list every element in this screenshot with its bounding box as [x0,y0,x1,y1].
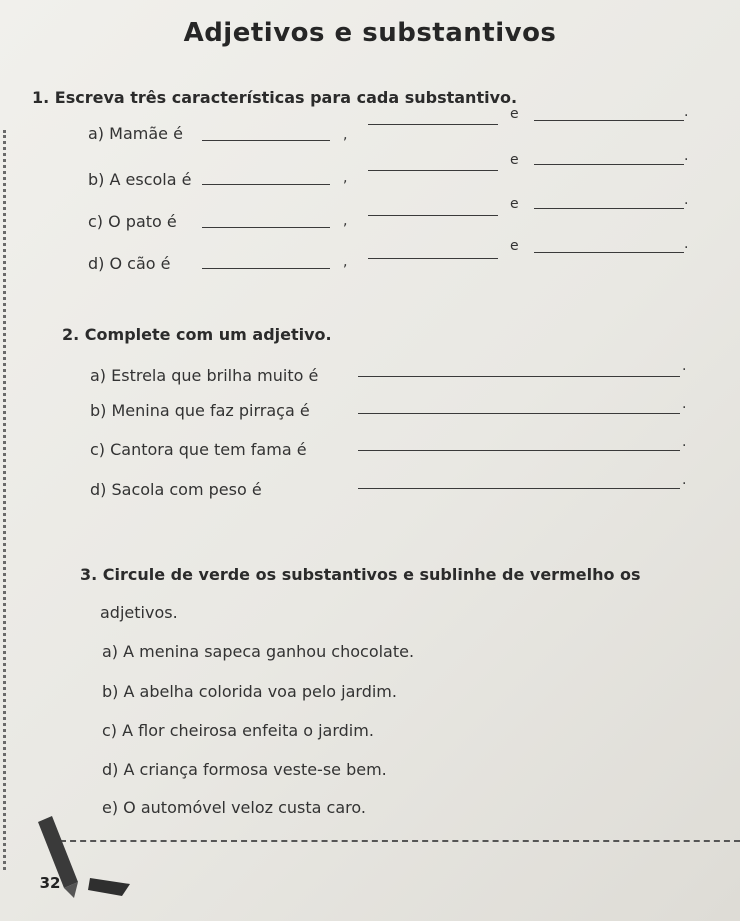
q1-b-blank-1[interactable] [202,184,330,185]
q1-a-period: . [684,104,689,120]
q2-b-period: . [682,396,687,412]
q1-a-comma: , [343,127,348,143]
q2-c-blank[interactable] [358,450,680,451]
q1-d-e: e [510,238,519,254]
q2-a-blank[interactable] [358,376,680,377]
q1-c-period: . [684,192,689,208]
q2-item-a: a) Estrela que brilha muito é [90,366,319,385]
q2-item-d: d) Sacola com peso é [90,480,262,499]
footer-dashed-rule [60,840,740,842]
q2-b-blank[interactable] [358,413,680,414]
pencil-decoration-icon [30,812,140,912]
q1-b-comma: , [343,170,348,186]
q1-d-blank-1[interactable] [202,268,330,269]
page-number: 32 [39,874,61,892]
q3-sentence-c[interactable]: c) A flor cheirosa enfeita o jardim. [102,721,374,740]
q1-d-comma: , [343,254,348,270]
q2-item-b: b) Menina que faz pirraça é [90,401,310,420]
q1-c-blank-2[interactable] [368,215,498,216]
q1-c-blank-1[interactable] [202,227,330,228]
margin-dotted-line [3,130,6,870]
q1-item-c: c) O pato é [88,212,177,231]
q1-c-blank-3[interactable] [534,208,684,209]
q1-c-e: e [510,196,519,212]
q2-item-c: c) Cantora que tem fama é [90,440,307,459]
q1-a-blank-3[interactable] [534,120,684,121]
q1-item-a: a) Mamãe é [88,124,183,143]
q1-d-period: . [684,236,689,252]
q1-b-blank-2[interactable] [368,170,498,171]
q3-prompt-line1: 3. Circule de verde os substantivos e sublinhe de vermelho os [80,565,641,584]
q1-d-blank-2[interactable] [368,258,498,259]
q1-a-e: e [510,106,519,122]
q1-b-period: . [684,148,689,164]
q1-item-d: d) O cão é [88,254,171,273]
q2-prompt: 2. Complete com um adjetivo. [62,325,332,344]
q1-a-blank-1[interactable] [202,140,330,141]
q3-sentence-b[interactable]: b) A abelha colorida voa pelo jardim. [102,682,397,701]
q1-c-comma: , [343,213,348,229]
q3-prompt-line2: adjetivos. [100,603,178,622]
q1-item-b: b) A escola é [88,170,192,189]
page-title: Adjetivos e substantivos [183,18,557,48]
q2-c-period: . [682,434,687,450]
q1-d-blank-3[interactable] [534,252,684,253]
q3-sentence-e[interactable]: e) O automóvel veloz custa caro. [102,798,366,817]
q1-b-blank-3[interactable] [534,164,684,165]
q3-sentence-a[interactable]: a) A menina sapeca ganhou chocolate. [102,642,415,661]
q1-prompt: 1. Escreva três características para cada substantivo. [32,88,518,107]
q1-a-blank-2[interactable] [368,124,498,125]
q3-sentence-d[interactable]: d) A criança formosa veste-se bem. [102,760,387,779]
q2-d-blank[interactable] [358,488,680,489]
q1-b-e: e [510,152,519,168]
q2-d-period: . [682,472,687,488]
q2-a-period: . [682,358,687,374]
